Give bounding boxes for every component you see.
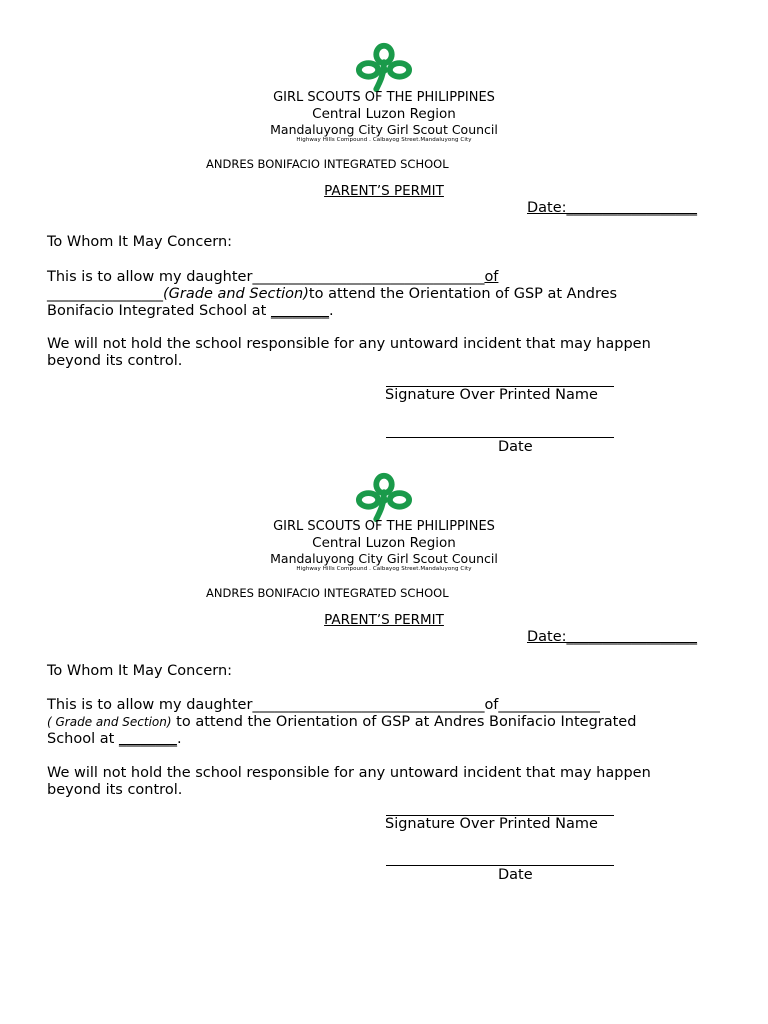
grade-section-label: (Grade and Section) xyxy=(163,286,309,302)
attend-text: to attend the Orientation of GSP at Andres xyxy=(308,286,618,302)
grade-section-blank[interactable]: ________________ xyxy=(47,286,163,302)
council-address: Highway Hills Compound . Calbayog Street.Mandaluyong City xyxy=(296,566,472,572)
attend-text-2: Bonifacio Integrated School at xyxy=(47,303,271,319)
region-name: Central Luzon Region xyxy=(312,106,456,122)
liability-text: We will not hold the school responsible for any untoward incident that may happen xyxy=(47,765,651,781)
liability-text: We will not hold the school responsible for any untoward incident that may happen xyxy=(47,336,651,352)
of-text: of xyxy=(484,697,499,713)
trefoil-logo-icon xyxy=(355,42,413,92)
council-name: Mandaluyong City Girl Scout Council xyxy=(270,122,498,137)
grade-line xyxy=(47,286,617,303)
date-sign-label: Date xyxy=(498,867,533,883)
salutation: To Whom It May Concern: xyxy=(47,663,233,679)
period: . xyxy=(328,303,334,319)
school-at-line xyxy=(47,731,182,748)
signature-label: Signature Over Printed Name xyxy=(385,387,598,403)
salutation: To Whom It May Concern: xyxy=(47,234,233,250)
school-name: ANDRES BONIFACIO INTEGRATED SCHOOL xyxy=(206,586,449,600)
region-name: Central Luzon Region xyxy=(312,535,456,551)
period: . xyxy=(176,731,182,747)
date-sign-line[interactable] xyxy=(386,437,614,438)
date-field[interactable]: Date:__________________ xyxy=(527,200,698,216)
daughter-name-blank[interactable]: ________________________________ xyxy=(252,697,485,713)
council-address: Highway Hills Compound . Calbayog Street.Mandaluyong City xyxy=(296,137,472,143)
date-sign-line[interactable] xyxy=(386,865,614,866)
signature-label: Signature Over Printed Name xyxy=(385,816,598,832)
grade-line xyxy=(47,714,636,731)
allow-line xyxy=(47,697,600,714)
org-name: GIRL SCOUTS OF THE PHILIPPINES xyxy=(273,519,495,534)
trefoil-logo-icon xyxy=(355,472,413,522)
daughter-name-blank[interactable]: ________________________________ xyxy=(252,269,485,285)
school-at-line xyxy=(47,303,334,320)
council-name: Mandaluyong City Girl Scout Council xyxy=(270,551,498,566)
allow-line xyxy=(47,269,498,286)
date-field[interactable]: Date:__________________ xyxy=(527,629,698,645)
of-text: of xyxy=(484,269,499,285)
at-blank[interactable]: ________ xyxy=(270,303,329,319)
allow-text: This is to allow my daughter xyxy=(47,697,253,713)
school-name: ANDRES BONIFACIO INTEGRATED SCHOOL xyxy=(206,157,449,171)
of-blank[interactable]: ______________ xyxy=(498,697,600,713)
attend-text: to attend the Orientation of GSP at Andres Bonifacio Integrated xyxy=(171,714,637,730)
org-name: GIRL SCOUTS OF THE PHILIPPINES xyxy=(273,90,495,105)
at-blank[interactable]: ________ xyxy=(118,731,177,747)
liability-text-2: beyond its control. xyxy=(47,782,183,798)
grade-section-label: ( Grade and Section) xyxy=(47,715,172,729)
permit-title: PARENT’S PERMIT xyxy=(324,612,444,628)
allow-text: This is to allow my daughter xyxy=(47,269,253,285)
date-sign-label: Date xyxy=(498,439,533,455)
liability-text-2: beyond its control. xyxy=(47,353,183,369)
permit-title: PARENT’S PERMIT xyxy=(324,183,444,199)
attend-text-2: School at xyxy=(47,731,119,747)
